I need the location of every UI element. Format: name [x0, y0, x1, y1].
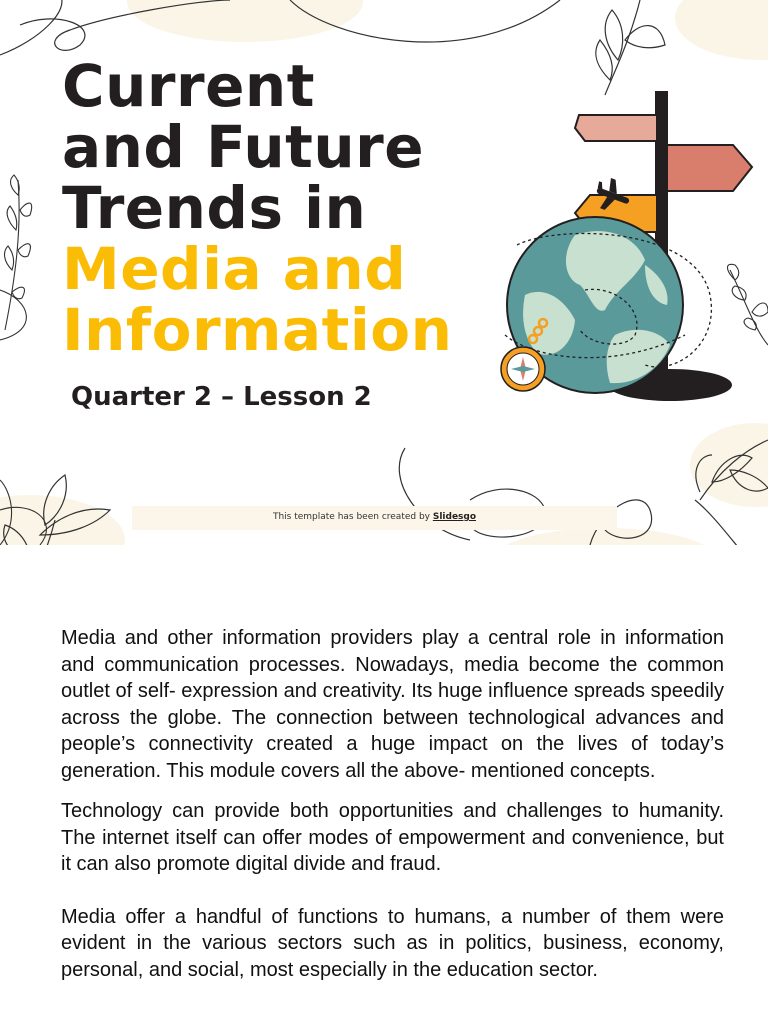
title-accent-line: Media and [62, 235, 407, 303]
template-credit [132, 512, 617, 522]
credit-text: This template has been created by [272, 512, 433, 522]
globe-signpost-illustration [495, 85, 760, 410]
slidesgo-link[interactable]: Slidesgo [432, 512, 477, 522]
title-line: Current [62, 52, 315, 120]
paragraph: Media and other information providers play a central role in information and communication processes. Nowadays, media become the common outlet of self- expression and creativity. Its huge influence spreads speedily across the globe. The connection between technological advances and people’s connectivity created a huge impact on the lives of today’s generation. This module covers all the above- mentioned concepts. [61, 627, 724, 782]
blob-top-right [675, 0, 768, 60]
leaf-branch-icon [5, 175, 32, 330]
leaf-branch-icon [596, 0, 665, 95]
title-accent-line: Information [62, 296, 453, 364]
blob-top [127, 0, 363, 42]
paragraph: Technology can provide both opportunities and challenges to humanity. The internet itself can offer modes of empowerment and convenience, but it can also promote digital divide and fraud. [61, 800, 724, 875]
page-title [62, 52, 453, 364]
body-text [61, 625, 724, 997]
paragraph: Media offer a handful of functions to humans, a number of them were evident in the various sectors such as in politics, business, economy, personal, and social, most especially in the education sector. [61, 905, 724, 981]
title-line: Trends in [62, 174, 367, 242]
subtitle: Quarter 2 – Lesson 2 [71, 382, 372, 412]
title-line: and Future [62, 113, 425, 181]
